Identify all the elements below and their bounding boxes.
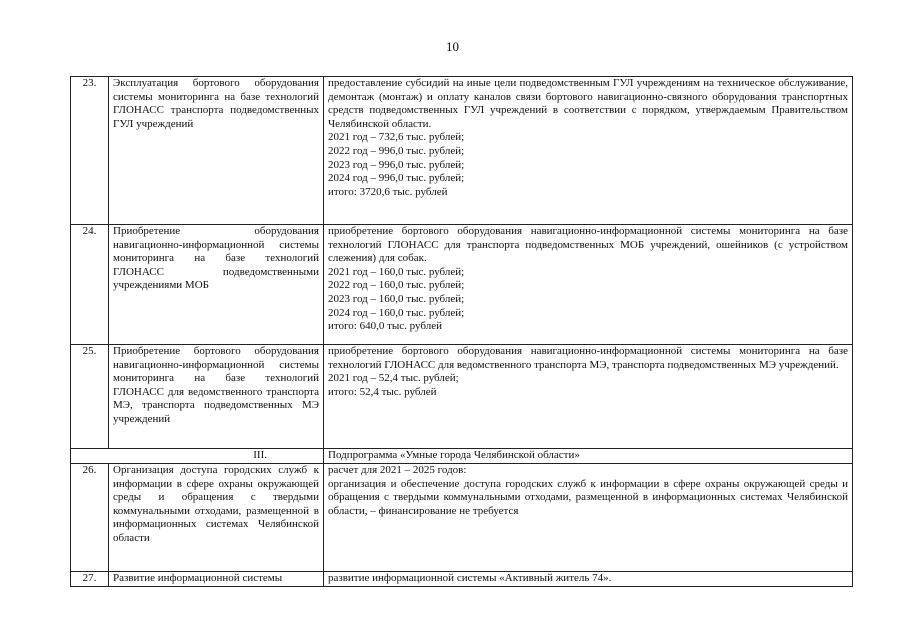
table-row (71, 464, 853, 572)
measure-description: развитие информационной системы «Активный житель 74». (324, 572, 853, 587)
funding-line: 2023 год – 996,0 тыс. рублей; (328, 158, 465, 171)
funding-line: 2022 год – 160,0 тыс. рублей; (328, 279, 465, 292)
section-number (71, 449, 324, 464)
description-text: приобретение бортового оборудования навигационно-информационной системы мониторинга на базе технологий ГЛОНАСС для транспорта подведомственных МОБ учреждений, ошейников (с устройством слежения) для собак. (328, 225, 848, 265)
funding-total: итого: 52,4 тыс. рублей (328, 385, 437, 398)
row-number: 27. (71, 572, 109, 587)
row-number: 23. (71, 77, 109, 225)
funding-line: 2021 год – 52,4 тыс. рублей; (328, 372, 459, 385)
table-row (71, 572, 853, 587)
row-number: 26. (71, 464, 109, 572)
description-text: организация и обеспечение доступа городских служб к информации в сфере охраны окружающей среды и обращения с твердыми коммунальными отходами, размещенной в информационных системах Челябинской области, – финансирование не требуется (328, 477, 848, 517)
funding-total: итого: 640,0 тыс. рублей (328, 320, 442, 333)
measure-name: Развитие информационной системы (109, 572, 324, 587)
description-text: предоставление субсидий на иные цели подведомственным ГУЛ учреждениям на техническое обслуживание, демонтаж (монтаж) и оплату каналов связи бортового навигационно-связного оборудования транспортных средств подведомственных ГУЛ учреждений в соответствии с порядком, утверждаемым Правительством Челябинской области. (328, 77, 848, 130)
measures-table (70, 76, 853, 587)
table-row (71, 345, 853, 449)
table-row (71, 77, 853, 225)
row-number: 24. (71, 225, 109, 345)
description-text: приобретение бортового оборудования навигационно-информационной системы мониторинга на базе технологий ГЛОНАСС для ведомственного транспорта МЭ, транспорта подведомственных МЭ учреждений. (328, 345, 848, 371)
section-number-text: III. (253, 449, 267, 461)
measure-description (324, 464, 853, 572)
section-title-text: Подпрограмма «Умные города Челябинской области» (328, 449, 580, 461)
measure-description (324, 345, 853, 449)
measure-description (324, 225, 853, 345)
measure-name: Организация доступа городских служб к информации в сфере охраны окружающей среды и обращения с твердыми коммунальными отходами, размещенной в информационных системах Челябинской области (109, 464, 324, 572)
funding-line: 2024 год – 160,0 тыс. рублей; (328, 306, 465, 319)
funding-total: итого: 3720,6 тыс. рублей (328, 185, 448, 198)
section-title (324, 449, 853, 464)
calculation-note: расчет для 2021 – 2025 годов: (328, 464, 467, 476)
table-row (71, 225, 853, 345)
measure-description (324, 77, 853, 225)
funding-line: 2022 год – 996,0 тыс. рублей; (328, 144, 465, 157)
measure-name: Приобретение оборудования навигационно-информационной системы мониторинга на базе технологий ГЛОНАСС подведомственными учреждениями МОБ (109, 225, 324, 345)
section-row (71, 449, 853, 464)
funding-line: 2023 год – 160,0 тыс. рублей; (328, 292, 465, 305)
funding-line: 2021 год – 732,6 тыс. рублей; (328, 131, 465, 144)
row-number: 25. (71, 345, 109, 449)
page-number: 10 (446, 39, 459, 54)
funding-line: 2021 год – 160,0 тыс. рублей; (328, 265, 465, 278)
funding-line: 2024 год – 996,0 тыс. рублей; (328, 172, 465, 185)
measure-name: Эксплуатация бортового оборудования системы мониторинга на базе технологий ГЛОНАСС транспорта подведомственных ГУЛ учреждений (109, 77, 324, 225)
measure-name: Приобретение бортового оборудования навигационно-информационной системы мониторинга на базе технологий ГЛОНАСС для ведомственного транспорта МЭ, транспорта подведомственных МЭ учреждений (109, 345, 324, 449)
